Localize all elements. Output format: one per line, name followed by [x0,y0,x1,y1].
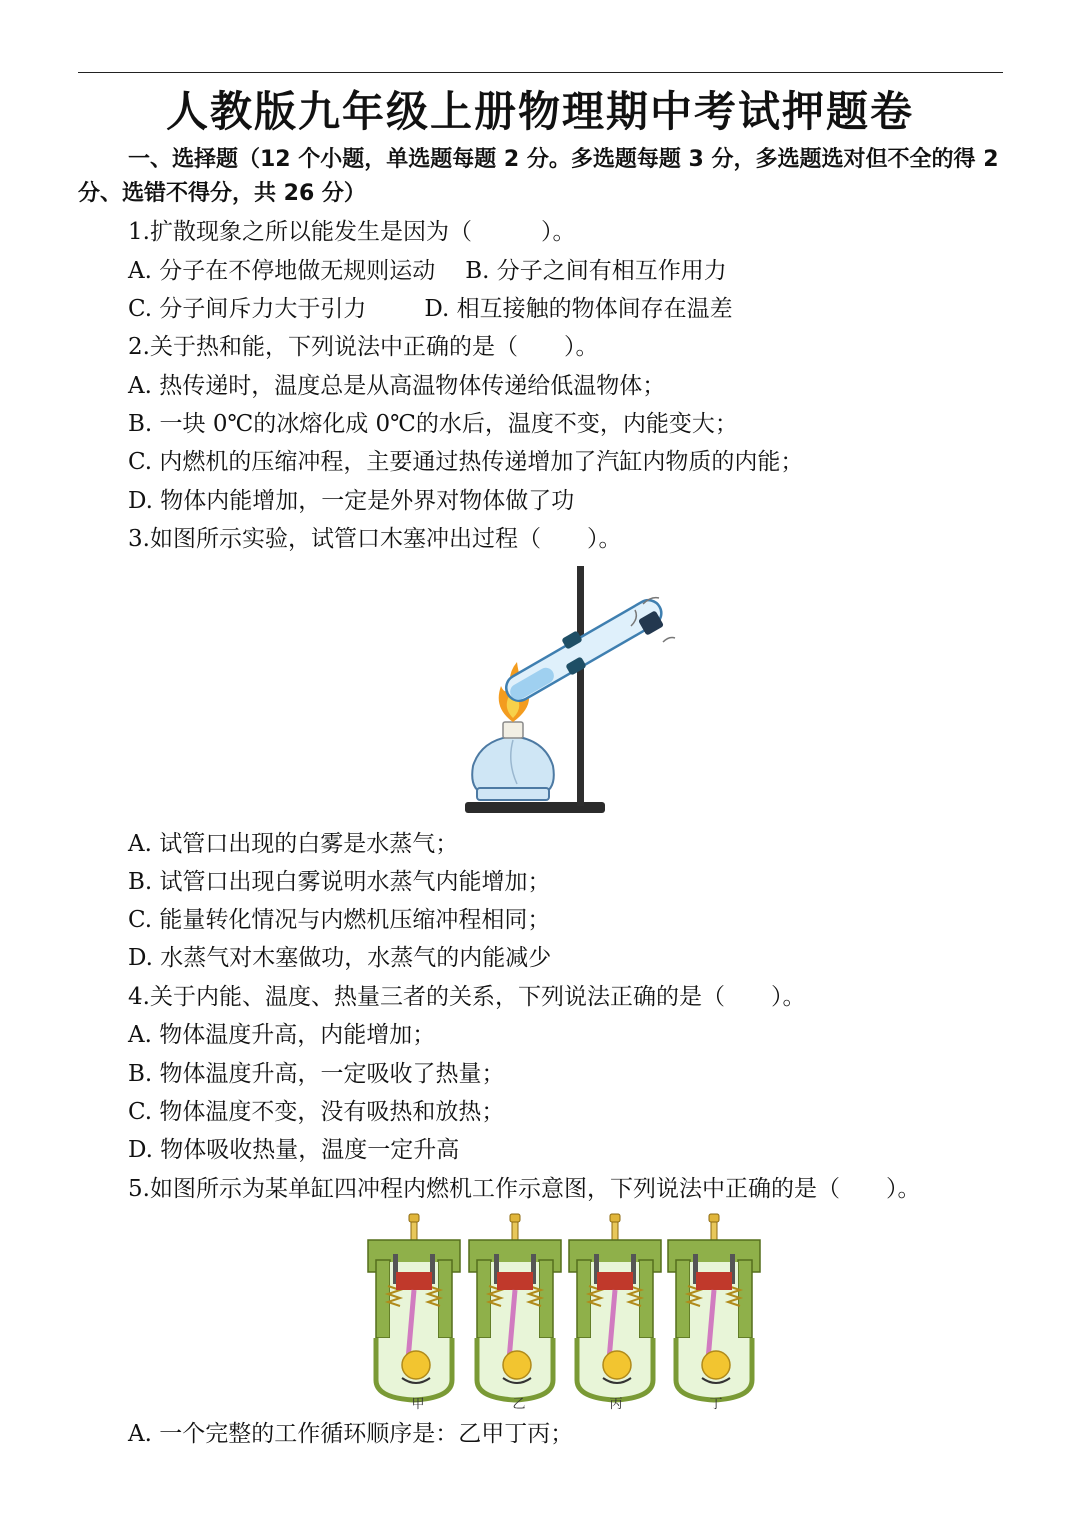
question-3-option-b: B. 试管口出现白雾说明水蒸气内能增加； [128,869,551,895]
question-1-options-row-1 [128,255,727,287]
question-4-stem: 4.关于内能、温度、热量三者的关系，下列说法正确的是（ ）。 [128,984,806,1010]
question-2-stem: 2.关于热和能，下列说法中正确的是（ ）。 [128,334,599,360]
engine-label-yi: 乙 [512,1397,526,1412]
engine-label-bing: 丙 [609,1397,623,1412]
question-2-option-d: D. 物体内能增加，一定是外界对物体做了功 [128,488,575,514]
question-2-option-a: A. 热传递时，温度总是从高温物体传递给低温物体； [128,373,666,399]
question-2-option-c: C. 内燃机的压缩冲程，主要通过热传递增加了汽缸内物质的内能； [128,449,804,475]
question-1-options-row-2 [128,293,733,325]
question-1-stem: 1.扩散现象之所以能发生是因为（ ）。 [128,219,576,245]
top-rule [78,72,1003,73]
question-3-option-a: A. 试管口出现的白雾是水蒸气； [128,831,459,857]
question-2-option-b: B. 一块 0℃的冰熔化成 0℃的水后，温度不变，内能变大； [128,411,738,437]
question-5-stem: 5.如图所示为某单缸四冲程内燃机工作示意图，下列说法中正确的是（ ）。 [128,1176,921,1202]
test-tube-experiment-figure [455,562,685,820]
section-heading: 一、选择题（12 个小题，单选题每题 2 分。多选题每题 3 分，多选题选对但不全的得 2 分、选错不得分，共 26 分） [78,147,999,206]
four-stroke-engine-figure [362,1210,772,1415]
question-4-option-d: D. 物体吸收热量，温度一定升高 [128,1137,460,1163]
question-5-option-a: A. 一个完整的工作循环顺序是：乙甲丁丙； [128,1421,574,1447]
question-4-option-b: B. 物体温度升高，一定吸收了热量； [128,1061,505,1087]
question-4-option-c: C. 物体温度不变，没有吸热和放热； [128,1099,505,1125]
engine-label-ding: 丁 [709,1397,723,1412]
question-3-stem: 3.如图所示实验，试管口木塞冲出过程（ ）。 [128,526,622,552]
question-3-option-c: C. 能量转化情况与内燃机压缩冲程相同； [128,907,551,933]
question-1-option-c: C. 分子间斥力大于引力 [128,296,367,322]
question-4-option-a: A. 物体温度升高，内能增加； [128,1022,436,1048]
question-1-option-d: D. 相互接触的物体间存在温差 [424,296,733,322]
question-1-option-b: B. 分子之间有相互作用力 [465,258,727,284]
page-title: 人教版九年级上册物理期中考试押题卷 [165,87,914,136]
question-3-option-d: D. 水蒸气对木塞做功，水蒸气的内能减少 [128,945,552,971]
question-1-option-a: A. 分子在不停地做无规则运动 [128,258,436,284]
engine-label-jia: 甲 [411,1397,425,1412]
